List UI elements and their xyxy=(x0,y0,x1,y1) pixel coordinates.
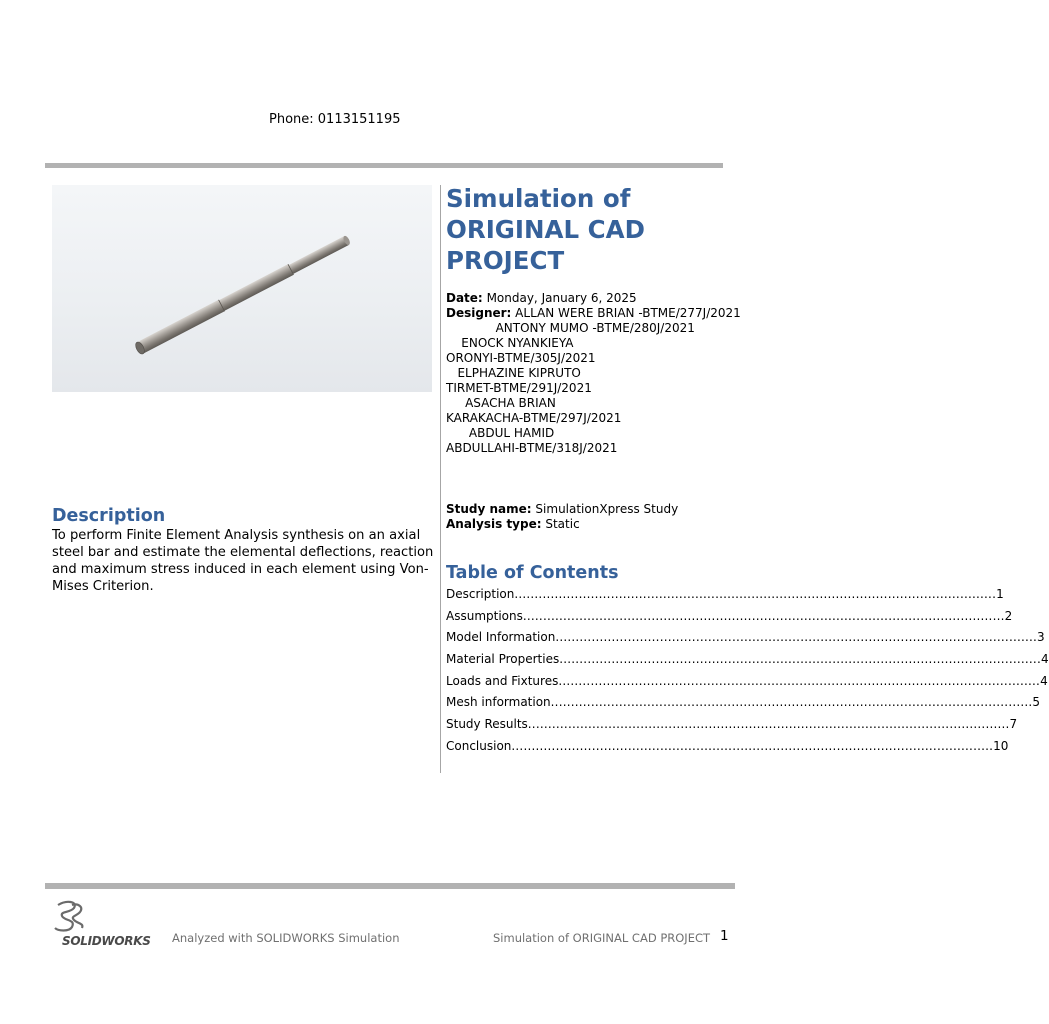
footer-document-title: Simulation of ORIGINAL CAD PROJECT xyxy=(493,931,711,945)
page-number: 1 xyxy=(720,928,729,944)
toc-entry-conclusion[interactable] xyxy=(446,735,1009,757)
header-rule xyxy=(45,163,723,168)
toc-entry-label: Conclusion xyxy=(446,738,512,753)
designer-name: ALLAN WERE BRIAN -BTME/277J/2021 xyxy=(515,306,741,320)
date-label: Date: xyxy=(446,291,483,305)
team-member-line: ASACHA BRIAN xyxy=(446,396,556,410)
toc-entry-description[interactable] xyxy=(446,583,1004,605)
analysis-type-label: Analysis type: xyxy=(446,517,542,531)
toc-entry-page: 1 xyxy=(996,586,1004,601)
toc-entry-mesh-information[interactable] xyxy=(446,691,1041,713)
steel-bar-render xyxy=(52,185,432,392)
toc-entry-label: Study Results xyxy=(446,716,528,731)
description-heading: Description xyxy=(52,506,166,526)
designer-row xyxy=(446,306,746,321)
study-info xyxy=(446,502,746,532)
description-text: To perform Finite Element Analysis synthesis on an axial steel bar and estimate the elemental deflections, reaction and maximum stress induced in each element using Von-Mises Criterion. xyxy=(52,528,434,594)
team-member-line: ABDUL HAMID xyxy=(446,426,555,440)
team-member-line: ORONYI-BTME/305J/2021 xyxy=(446,351,596,365)
toc-heading: Table of Contents xyxy=(446,563,619,583)
bar-segment-3 xyxy=(288,236,348,274)
study-name-label: Study name: xyxy=(446,502,532,516)
cad-model-image xyxy=(52,185,432,392)
team-member-line: ELPHAZINE KIPRUTO xyxy=(446,366,581,380)
toc-entry-loads-and-fixtures[interactable] xyxy=(446,670,1048,692)
phone-number: Phone: 0113151195 xyxy=(269,112,401,127)
date-value: Monday, January 6, 2025 xyxy=(486,291,637,305)
toc-dot-leader: ........................................................................................................................ xyxy=(522,608,1005,623)
toc-dot-leader: ........................................................................................................................ xyxy=(558,673,1041,688)
team-member-line: ANTONY MUMO -BTME/280J/2021 xyxy=(446,321,695,335)
bar-segment-2 xyxy=(219,264,294,311)
toc-entry-material-properties[interactable] xyxy=(446,648,1049,670)
page-title: Simulation of ORIGINAL CAD PROJECT xyxy=(446,184,645,275)
date-row xyxy=(446,291,746,306)
study-name-value: SimulationXpress Study xyxy=(535,502,679,516)
designer-label: Designer: xyxy=(446,306,512,320)
toc-entry-page: 2 xyxy=(1004,608,1013,623)
ds-logo-icon xyxy=(52,899,92,933)
footer-rule xyxy=(45,883,735,889)
analysis-type-row xyxy=(446,517,746,532)
toc-entry-page: 4 xyxy=(1040,651,1049,666)
footer-analyzed-note: Analyzed with SOLIDWORKS Simulation xyxy=(172,931,400,945)
toc-dot-leader: ........................................................................................................................ xyxy=(559,651,1041,666)
toc-entry-label: Assumptions xyxy=(446,608,523,623)
table-of-contents xyxy=(446,583,1049,757)
toc-entry-label: Model Information xyxy=(446,630,556,645)
team-member-line: TIRMET-BTME/291J/2021 xyxy=(446,381,592,395)
column-divider xyxy=(440,185,441,773)
toc-dot-leader: ........................................................................................................................ xyxy=(527,716,1010,731)
logo-wordmark: SOLIDWORKS xyxy=(62,934,151,948)
toc-entry-page: 10 xyxy=(993,738,1009,753)
bar-segment-1 xyxy=(137,300,225,354)
toc-entry-study-results[interactable] xyxy=(446,713,1018,735)
toc-dot-leader: ........................................................................................................................ xyxy=(514,586,997,601)
toc-entry-label: Loads and Fixtures xyxy=(446,673,559,688)
toc-entry-page: 4 xyxy=(1040,673,1048,688)
analysis-type-value: Static xyxy=(545,517,580,531)
toc-entry-model-information[interactable] xyxy=(446,626,1045,648)
toc-dot-leader: ........................................................................................................................ xyxy=(555,630,1038,645)
toc-entry-page: 5 xyxy=(1032,695,1041,710)
toc-entry-page: 3 xyxy=(1037,630,1045,645)
toc-entry-assumptions[interactable] xyxy=(446,605,1013,627)
solidworks-logo xyxy=(52,899,156,949)
toc-entry-label: Description xyxy=(446,586,515,601)
team-member-line: ENOCK NYANKIEYA xyxy=(446,336,574,350)
team-member-line: ABDULLAHI-BTME/318J/2021 xyxy=(446,441,618,455)
toc-entry-label: Material Properties xyxy=(446,651,560,666)
project-meta xyxy=(446,291,746,456)
toc-entry-label: Mesh information xyxy=(446,695,551,710)
toc-entry-page: 7 xyxy=(1009,716,1018,731)
toc-dot-leader: ........................................................................................................................ xyxy=(550,695,1033,710)
study-name-row xyxy=(446,502,746,517)
toc-dot-leader: ........................................................................................................................ xyxy=(511,738,994,753)
team-member-line: KARAKACHA-BTME/297J/2021 xyxy=(446,411,622,425)
